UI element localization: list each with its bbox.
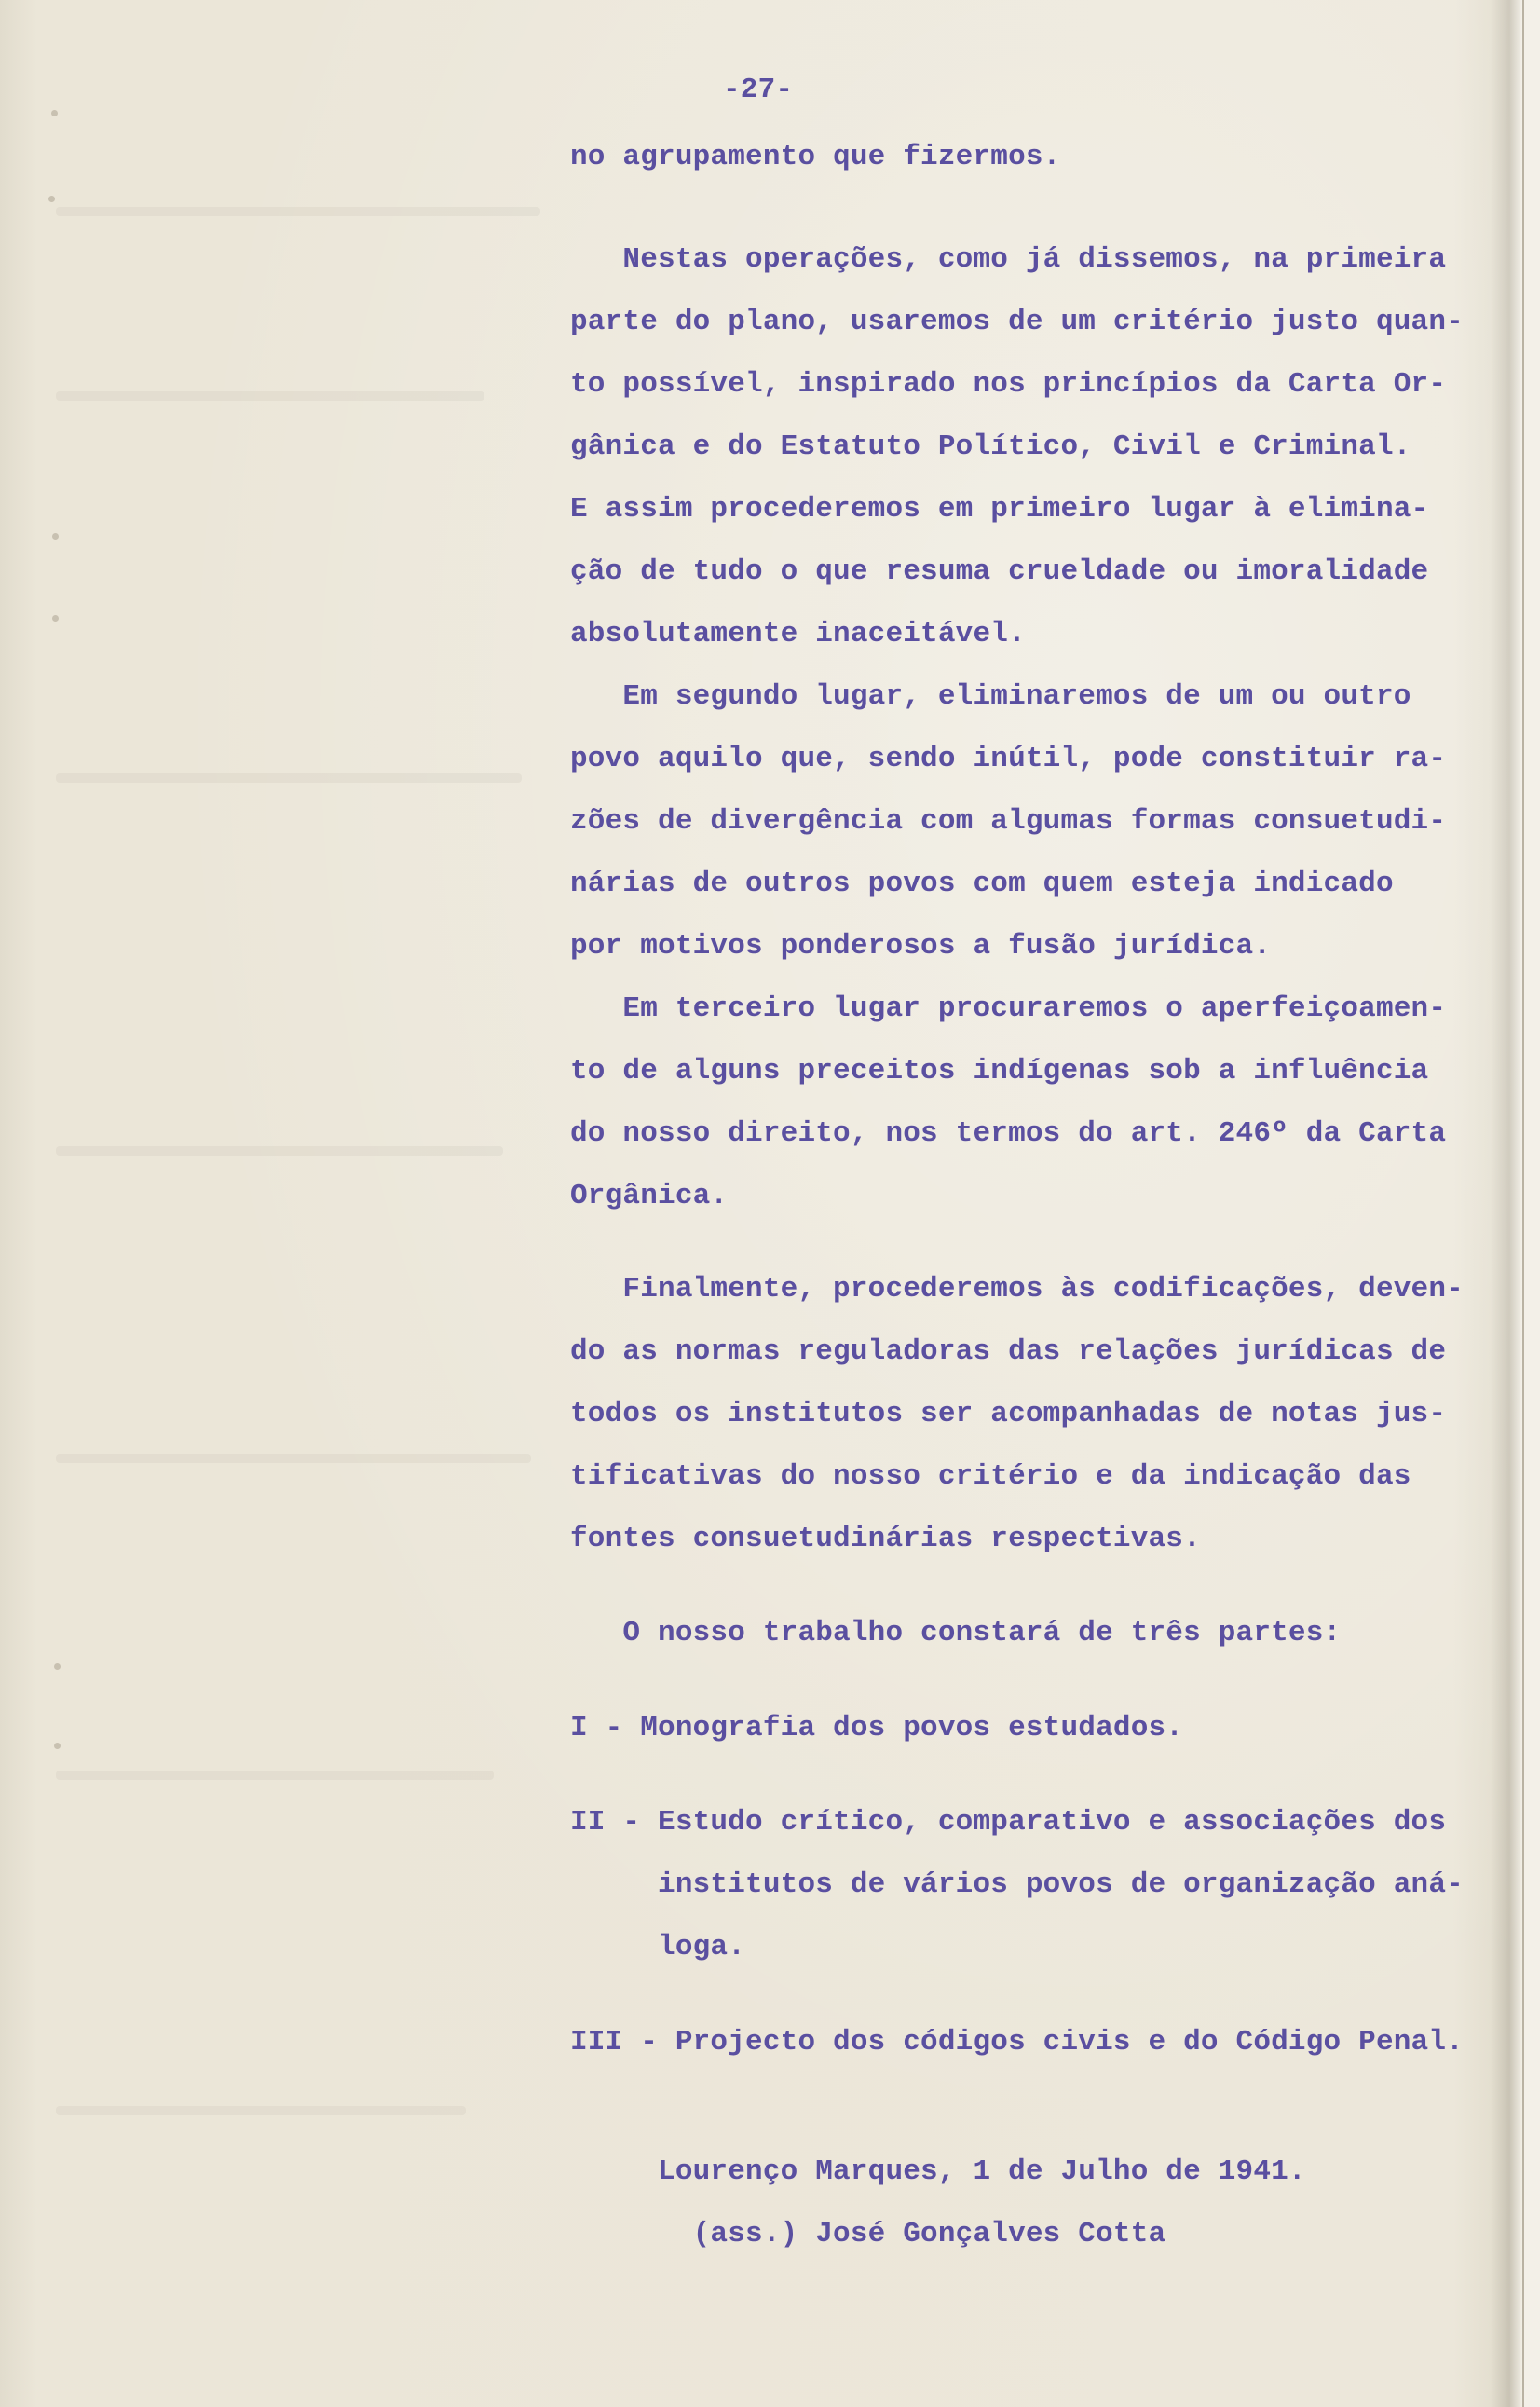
text-line: absolutamente inaceitável.	[570, 618, 1026, 650]
binding-hole	[52, 615, 59, 622]
text-line: O nosso trabalho constará de três partes:	[570, 1617, 1342, 1649]
binding-hole	[54, 1743, 61, 1749]
bleed-through-mark	[56, 773, 522, 783]
page-number: -27-	[723, 74, 794, 106]
text-line: nárias de outros povos com quem esteja indicado	[570, 868, 1394, 900]
bleed-through-mark	[56, 391, 484, 401]
text-line: Nestas operações, como já dissemos, na primeira	[570, 243, 1447, 276]
text-line: I - Monografia dos povos estudados.	[570, 1712, 1184, 1744]
text-line: to possível, inspirado nos princípios da Carta Or-	[570, 368, 1447, 401]
text-line: to de alguns preceitos indígenas sob a influência	[570, 1055, 1429, 1087]
bleed-through-mark	[56, 207, 540, 216]
bleed-through-mark	[56, 1146, 503, 1156]
text-line: por motivos ponderosos a fusão jurídica.	[570, 930, 1272, 963]
bleed-through-mark	[56, 2106, 466, 2115]
text-line: loga.	[570, 1931, 746, 1963]
text-line: povo aquilo que, sendo inútil, pode constituir ra-	[570, 743, 1447, 775]
text-line: E assim procederemos em primeiro lugar à elimina-	[570, 493, 1429, 526]
place-date-line: Lourenço Marques, 1 de Julho de 1941.	[570, 2155, 1306, 2188]
text-line: todos os institutos ser acompanhadas de notas jus-	[570, 1398, 1447, 1430]
binding-hole	[54, 1663, 61, 1670]
text-line: ção de tudo o que resuma crueldade ou imoralidade	[570, 555, 1429, 588]
text-line: no agrupamento que fizermos.	[570, 141, 1061, 173]
text-line: Em terceiro lugar procuraremos o aperfeiçoamen-	[570, 992, 1447, 1025]
text-line: Em segundo lugar, eliminaremos de um ou outro	[570, 680, 1411, 713]
text-line: tificativas do nosso critério e da indicação das	[570, 1460, 1411, 1493]
text-line: institutos de vários povos de organização aná-	[570, 1868, 1464, 1901]
text-line: fontes consuetudinárias respectivas.	[570, 1523, 1201, 1555]
binding-hole	[52, 533, 59, 540]
text-line: Finalmente, procederemos às codificações, deven-	[570, 1273, 1464, 1306]
binding-hole	[51, 110, 58, 116]
bleed-through-mark	[56, 1454, 531, 1463]
page-edge	[1522, 0, 1540, 2407]
text-line: do nosso direito, nos termos do art. 246º da Carta	[570, 1117, 1447, 1150]
text-line: Orgânica.	[570, 1180, 729, 1212]
signature-line: (ass.) José Gonçalves Cotta	[570, 2218, 1166, 2250]
text-line: parte do plano, usaremos de um critério justo quan-	[570, 306, 1464, 338]
binding-hole	[48, 196, 55, 202]
text-line: II - Estudo crítico, comparativo e associações dos	[570, 1806, 1447, 1839]
text-line: III - Projecto dos códigos civis e do Código Penal.	[570, 2026, 1464, 2058]
text-line: gânica e do Estatuto Político, Civil e Criminal.	[570, 431, 1411, 463]
bleed-through-mark	[56, 1771, 494, 1780]
text-line: do as normas reguladoras das relações jurídicas de	[570, 1335, 1447, 1368]
text-line: zões de divergência com algumas formas consuetudi-	[570, 805, 1447, 838]
